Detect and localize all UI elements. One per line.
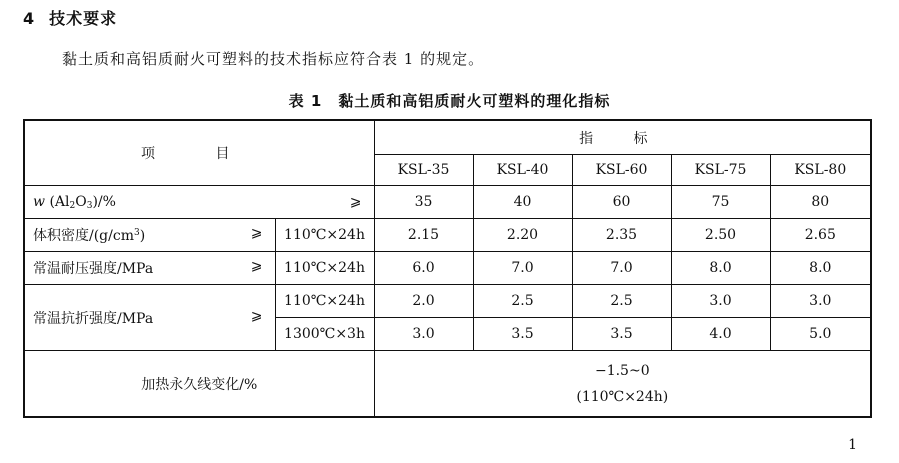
table-cell: 8.0 <box>671 252 770 285</box>
table-row <box>24 351 871 418</box>
table-row <box>24 186 871 219</box>
condition-cell: 110℃×24h <box>275 219 374 252</box>
table-cell: 7.0 <box>473 252 572 285</box>
table-cell: 4.0 <box>671 318 770 351</box>
page-number: 1 <box>848 437 857 453</box>
table-cell: 3.5 <box>473 318 572 351</box>
table-row <box>24 219 871 252</box>
table-cell: 80 <box>770 186 871 219</box>
grade-header: KSL-35 <box>374 155 473 186</box>
item-header-label: 项 目 <box>141 146 258 162</box>
permanent-change-condition: (110℃×24h) <box>576 388 669 405</box>
section-heading <box>23 6 117 29</box>
table-cell: 3.0 <box>374 318 473 351</box>
table-row <box>24 252 871 285</box>
section-title: 技术要求 <box>49 9 118 28</box>
table-row <box>24 285 871 318</box>
table-cell: 35 <box>374 186 473 219</box>
table-cell: 2.15 <box>374 219 473 252</box>
permanent-change-value-cell <box>374 351 871 418</box>
flexural-label: 常温抗折强度/MPa <box>33 310 154 327</box>
condition-cell: 110℃×24h <box>275 252 374 285</box>
density-label-cell <box>24 219 275 252</box>
table-cell: 75 <box>671 186 770 219</box>
indicator-header-label: 指 标 <box>579 130 666 147</box>
table-cell: 7.0 <box>572 252 671 285</box>
table-cell: 2.20 <box>473 219 572 252</box>
table-cell: 2.5 <box>572 285 671 318</box>
table-caption <box>0 90 899 111</box>
table-caption-label: 表 1 <box>288 92 323 110</box>
permanent-change-value: −1.5~0 <box>594 362 650 379</box>
geq-symbol: ⩾ <box>250 225 263 241</box>
al2o3-label: w $(Al_2O_3)/\%$ <box>33 193 116 211</box>
table-cell: 40 <box>473 186 572 219</box>
body-paragraph: 黏土质和高铝质耐火可塑料的技术指标应符合表 1 的规定。 <box>62 50 485 68</box>
flexural-label-cell <box>24 285 275 351</box>
indicator-header-cell <box>374 120 871 155</box>
geq-symbol: ⩾ <box>250 307 263 324</box>
geq-symbol: ⩾ <box>349 193 362 210</box>
section-number: 4 <box>23 9 36 28</box>
grade-header: KSL-40 <box>473 155 572 186</box>
table-cell: 2.5 <box>473 285 572 318</box>
grade-header: KSL-60 <box>572 155 671 186</box>
item-header-cell <box>24 120 374 186</box>
condition-cell: 110℃×24h <box>275 285 374 318</box>
table-cell: 8.0 <box>770 252 871 285</box>
al2o3-label-cell <box>24 186 374 219</box>
table-cell: 2.65 <box>770 219 871 252</box>
permanent-change-label: 加热永久线变化/% <box>24 351 374 418</box>
compressive-label: 常温耐压强度/MPa <box>33 261 154 277</box>
compressive-label-cell <box>24 252 275 285</box>
properties-table <box>23 119 872 418</box>
table-cell: 3.5 <box>572 318 671 351</box>
table-cell: 2.0 <box>374 285 473 318</box>
condition-cell: 1300℃×3h <box>275 318 374 351</box>
table-cell: 3.0 <box>671 285 770 318</box>
table-cell: 6.0 <box>374 252 473 285</box>
grade-header: KSL-75 <box>671 155 770 186</box>
geq-symbol: ⩾ <box>250 258 263 274</box>
table-caption-title: 黏土质和高铝质耐火可塑料的理化指标 <box>338 92 611 110</box>
table-cell: 2.35 <box>572 219 671 252</box>
density-label: 体积密度$/(g/cm^3)$ <box>33 228 146 244</box>
table-cell: 5.0 <box>770 318 871 351</box>
table-cell: 2.50 <box>671 219 770 252</box>
grade-header: KSL-80 <box>770 155 871 186</box>
table-cell: 3.0 <box>770 285 871 318</box>
table-cell: 60 <box>572 186 671 219</box>
table-header-row <box>24 120 871 155</box>
